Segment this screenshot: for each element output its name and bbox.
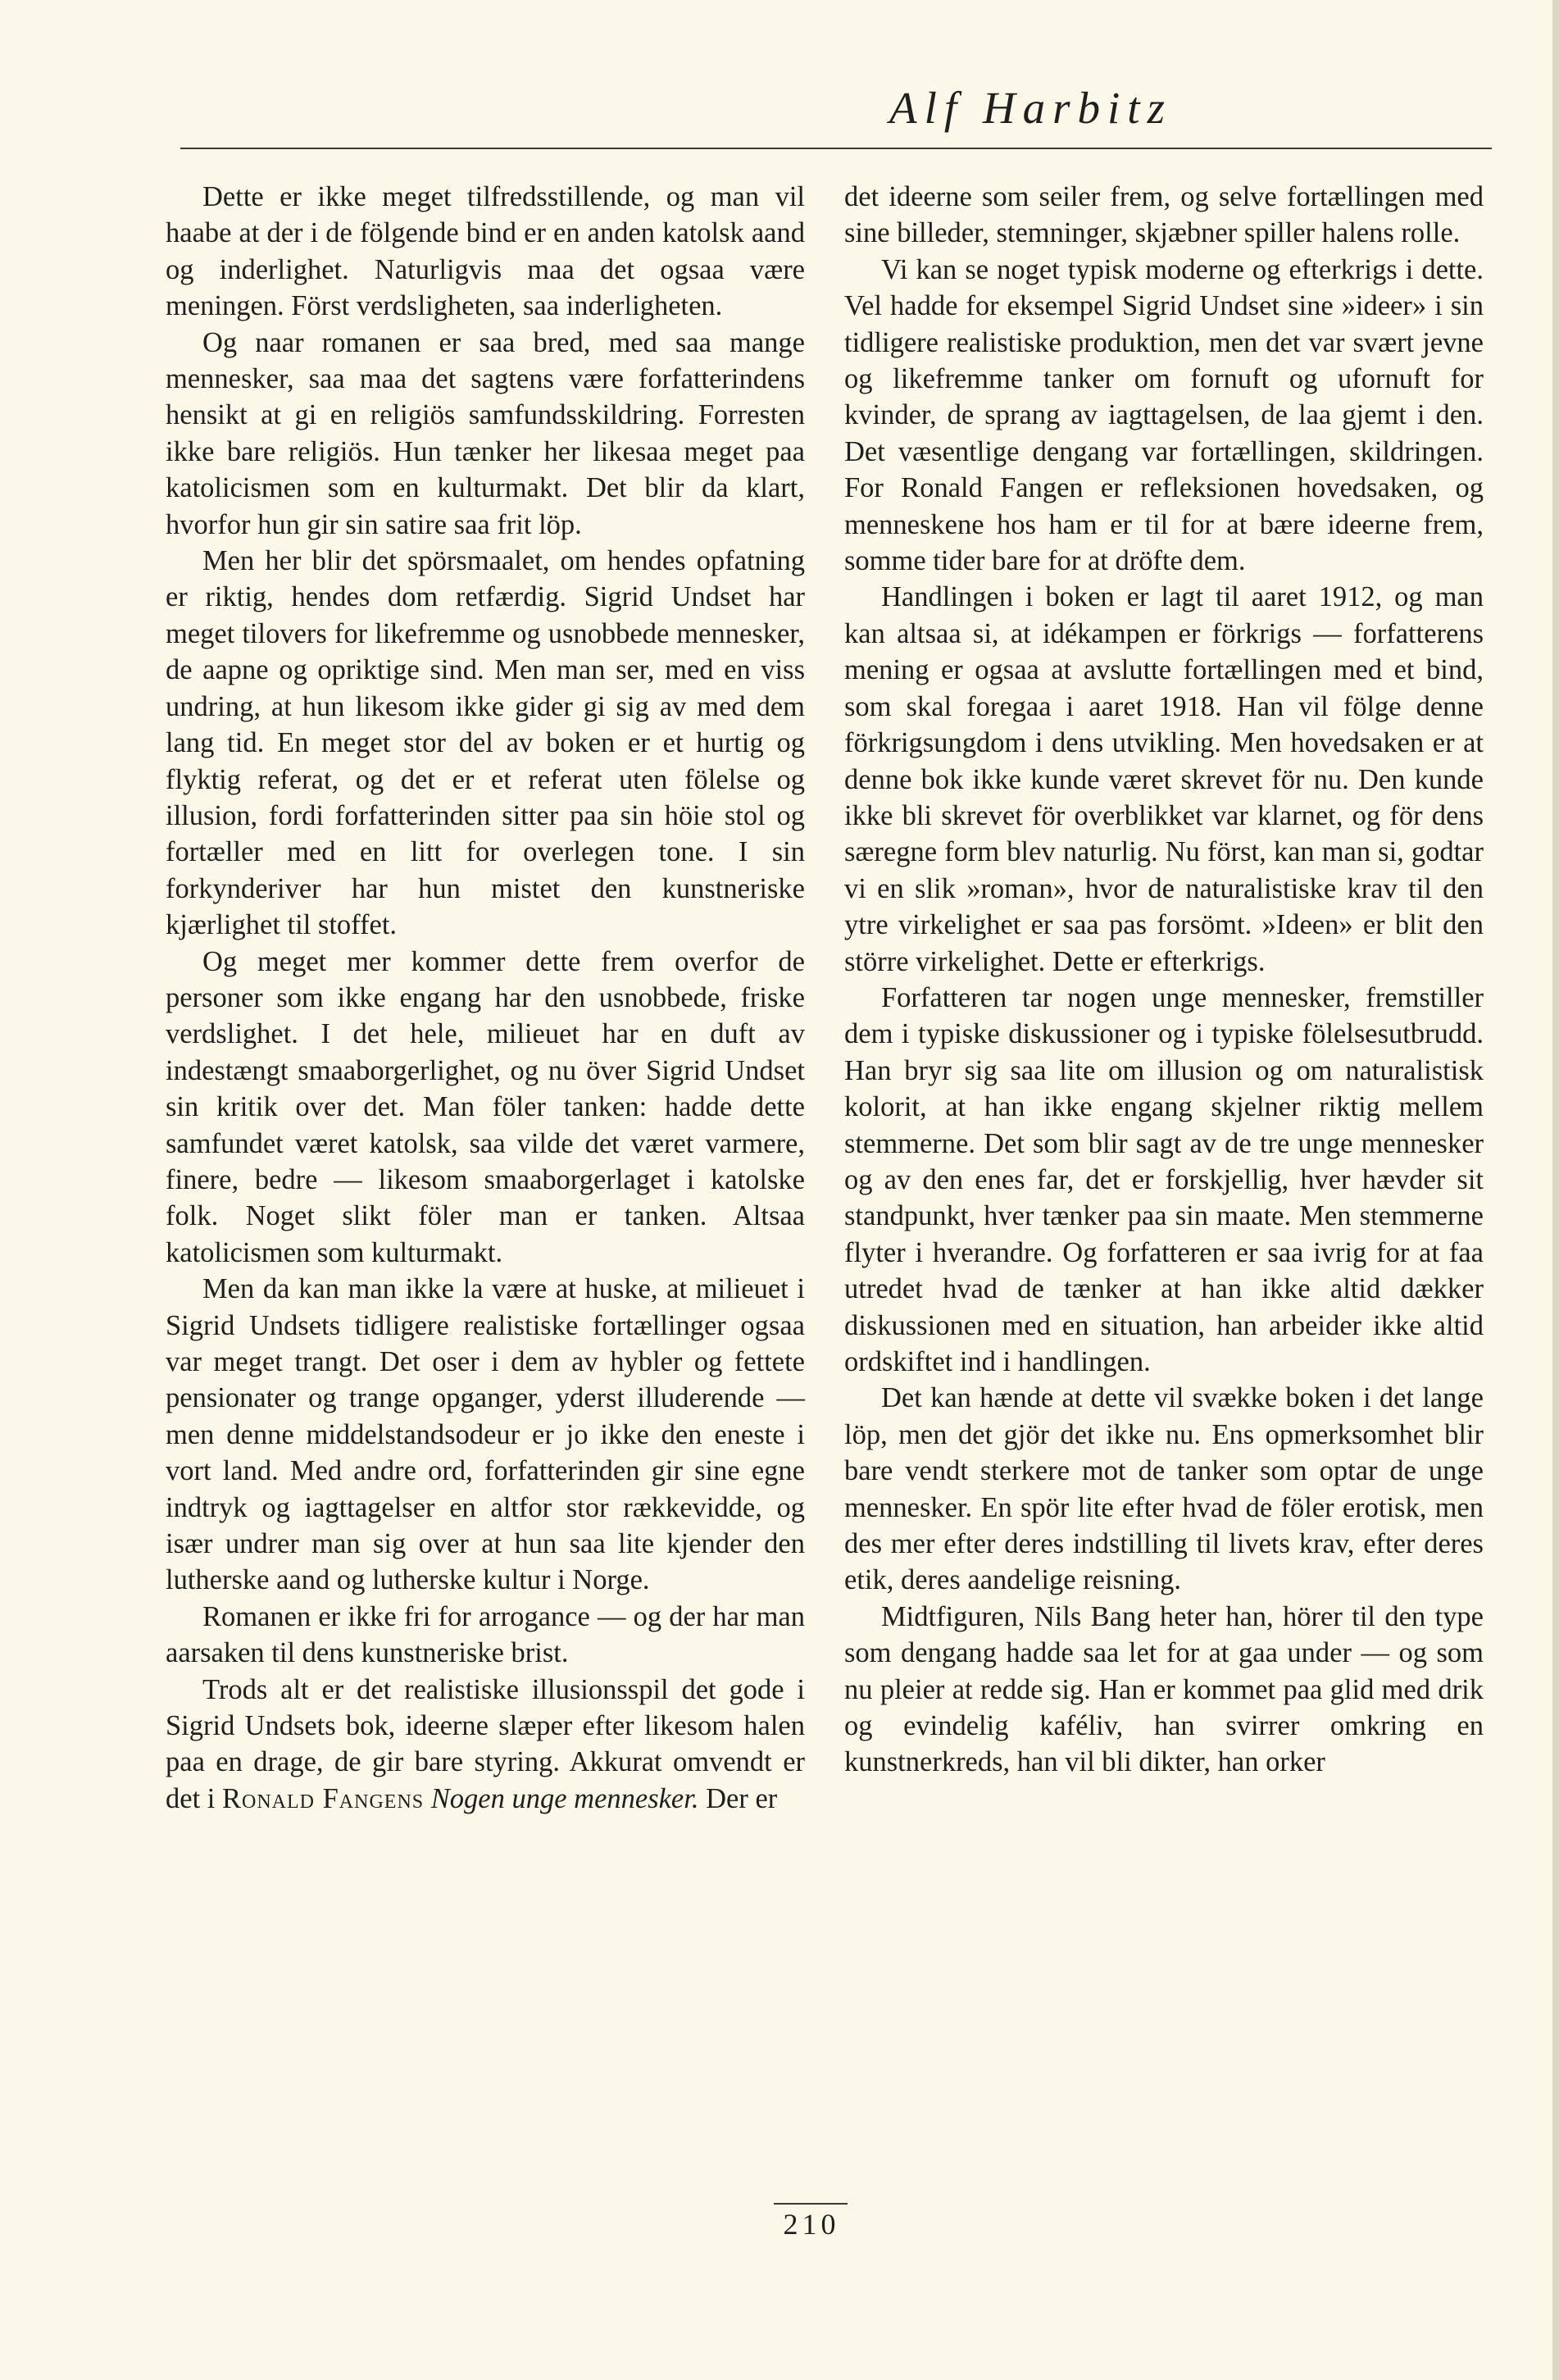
left-column bbox=[166, 179, 805, 1817]
paragraph: Men her blir det spörsmaalet, om hendes opfatning er riktig, hendes dom retfærdig. Sigrid Undset har meget tilovers for likefremme og usnobbede mennesker, de aapne og opriktige sind. Men man ser, med en viss undring, at hun likesom ikke gider gi sig av med dem lang tid. En meget stor del av boken er et hurtig og flyktig referat, og det er et referat uten fölelse og illusion, fordi forfatterinden sitter paa sin höie stol og fortæller med en litt for overlegen tone. I sin forkynderiver har hun mistet den kunstneriske kjærlighet til stoffet. bbox=[166, 545, 805, 941]
paragraph-text: Trods alt er det realistiske illusionsspil det gode i Sigrid Undsets bok, ideerne slæper efter likesom halen paa en drage, de gir bare styring. Akkurat omvendt er det i bbox=[166, 1673, 805, 1814]
author-name: Ronald Fangens bbox=[221, 1782, 425, 1814]
footer-rule bbox=[774, 2203, 848, 2205]
book-title: Nogen unge mennesker. bbox=[430, 1782, 699, 1814]
paragraph: Og naar romanen er saa bred, med saa mange mennesker, saa maa det sagtens være forfatterindens hensikt at gi en religiös samfundsskildring. Forresten ikke bare religiös. Hun tænker her likesaa meget paa katolicismen som en kulturmakt. Det blir da klart, hvorfor hun gir sin satire saa frit löp. bbox=[166, 326, 805, 540]
paragraph: Og meget mer kommer dette frem overfor de personer som ikke engang har den usnobbede, friske verdslighet. I det hele, milieuet har en duft av indestængt smaaborgerlighet, og nu över Sigrid Undset sin kritik over det. Man föler tanken: hadde dette samfundet været katolsk, saa vilde det været varmere, finere, bedre — likesom smaaborgerlaget i katolske folk. Noget slikt föler man er tanken. Altsaa katolicismen som kulturmakt. bbox=[166, 945, 805, 1268]
page-header bbox=[180, 66, 1492, 149]
paragraph: Det kan hænde at dette vil svække boken i det lange löp, men det gjör det ikke nu. Ens opmerksomhet blir bare vendt sterkere mot de tanker som optar de unge mennesker. En spör lite efter hvad de föler erotisk, men des mer efter deres indstilling til livets krav, efter deres etik, deres aandelige reisning. bbox=[844, 1382, 1484, 1596]
paragraph: Dette er ikke meget tilfredsstillende, og man vil haabe at der i de fölgende bind er en anden katolsk aand og inderlighet. Naturligvis maa det ogsaa være meningen. Först verdsligheten, saa inderligheten. bbox=[166, 181, 805, 322]
paragraph-continued: det ideerne som seiler frem, og selve fortællingen med sine billeder, stemninger, skjæbner spiller halens rolle. bbox=[844, 181, 1484, 249]
right-column bbox=[844, 179, 1484, 1781]
paragraph: Handlingen i boken er lagt til aaret 1912, og man kan altsaa si, at idékampen er förkrigs — forfatterens mening er ogsaa at avslutte fortællingen med et bind, som skal foregaa i aaret 1918. Han vil fölge denne förkrigsungdom i dens utvikling. Men hovedsaken er at denne bok ikke kunde været skrevet för nu. Den kunde ikke bli skrevet för overblikket var klarnet, og för dens særegne form blev naturlig. Nu först, kan man si, godtar vi en slik »roman», hvor de naturalistiske krav til den ytre virkelighet er saa pas forsömt. »Ideen» er blit den större virkelighet. Dette er efterkrigs. bbox=[844, 581, 1484, 977]
page-number: 210 bbox=[783, 2208, 840, 2241]
paragraph: Men da kan man ikke la være at huske, at milieuet i Sigrid Undsets tidligere realistiske fortællinger ogsaa var meget trangt. Det oser i dem av hybler og fettete pensionater og trange opganger, yderst illuderende — men denne middelstandsodeur er jo ikke den eneste i vort land. Med andre ord, forfatterinden gir sine egne indtryk og iagttagelser en altfor stor rækkevidde, og især undrer man sig over at hun saa lite kjender den lutherske aand og lutherske kultur i Norge. bbox=[166, 1273, 805, 1596]
paragraph-tail: Der er bbox=[706, 1782, 778, 1814]
page-edge-shadow bbox=[1552, 0, 1559, 2380]
running-head: Alf Harbitz bbox=[889, 83, 1172, 133]
paragraph: Forfatteren tar nogen unge mennesker, fremstiller dem i typiske diskussioner og i typiske fölelsesutbrudd. Han bryr sig saa lite om illusion og om naturalistisk kolorit, at han ikke engang skjelner riktig mellem stemmerne. Det som blir sagt av de tre unge mennesker og av den enes far, det er forskjellig, hver hævder sit standpunkt, hver tænker paa sin maate. Men stemmerne flyter i hverandre. Og forfatteren er saa ivrig for at faa utredet hvad de tænker at han ikke altid dækker diskussionen med en situation, han arbeider ikke altid ordskiftet ind i handlingen. bbox=[844, 981, 1484, 1377]
paragraph: Midtfiguren, Nils Bang heter han, hörer til den type som dengang hadde saa let for at gaa under — og som nu pleier at redde sig. Han er kommet paa glid med drik og evindelig kaféliv, han svirrer omkring en kunstnerkreds, han vil bli dikter, han orker bbox=[844, 1600, 1484, 1778]
paragraph: Romanen er ikke fri for arrogance — og der har man aarsaken til dens kunstneriske brist. bbox=[166, 1600, 805, 1669]
paragraph: Vi kan se noget typisk moderne og efterkrigs i dette. Vel hadde for eksempel Sigrid Undset sine »ideer» i sin tidligere realistiske produktion, men det var svært jevne og likefremme tanker om fornuft og ufornuft for kvinder, de sprang av iagttagelsen, de laa gjemt i den. Det væsentlige dengang var fortællingen, skildringen. For Ronald Fangen er refleksionen hovedsaken, og menneskene hos ham er til for at bære ideerne frem, somme tider bare for at dröfte dem. bbox=[844, 253, 1484, 577]
paragraph-last bbox=[166, 1672, 805, 1818]
